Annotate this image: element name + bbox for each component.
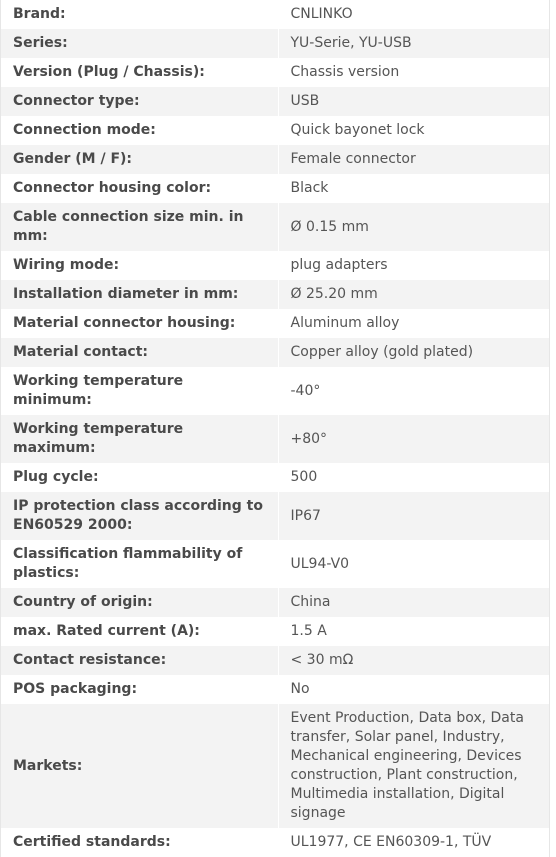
spec-row-ip-class (1, 492, 549, 540)
spec-value: No (278, 675, 549, 704)
spec-value: < 30 mΩ (278, 646, 549, 675)
spec-row-housing-material (1, 309, 549, 338)
spec-value: USB (278, 87, 549, 116)
spec-row-series (1, 29, 549, 58)
spec-value: UL94-V0 (278, 540, 549, 588)
spec-row-markets (1, 704, 549, 828)
spec-label: POS packaging: (1, 675, 278, 704)
spec-row-cable-size (1, 203, 549, 251)
spec-value: CNLINKO (278, 0, 549, 29)
spec-value: Copper alloy (gold plated) (278, 338, 549, 367)
spec-row-flammability (1, 540, 549, 588)
spec-row-pos-packaging (1, 675, 549, 704)
spec-value: IP67 (278, 492, 549, 540)
spec-value: plug adapters (278, 251, 549, 280)
spec-value: Chassis version (278, 58, 549, 87)
spec-row-temp-max (1, 415, 549, 463)
spec-row-installation-diameter (1, 280, 549, 309)
spec-row-wiring-mode (1, 251, 549, 280)
spec-label: Country of origin: (1, 588, 278, 617)
spec-label: Cable connection size min. in mm: (1, 203, 278, 251)
specifications-table (1, 0, 549, 857)
spec-row-housing-color (1, 174, 549, 203)
spec-row-version (1, 58, 549, 87)
spec-label: max. Rated current (A): (1, 617, 278, 646)
spec-value: +80° (278, 415, 549, 463)
spec-label: Contact resistance: (1, 646, 278, 675)
spec-value: Female connector (278, 145, 549, 174)
spec-label: Certified standards: (1, 828, 278, 857)
spec-label: Gender (M / F): (1, 145, 278, 174)
spec-label: Brand: (1, 0, 278, 29)
spec-label: Classification flammability of plastics: (1, 540, 278, 588)
spec-label: Working temperature maximum: (1, 415, 278, 463)
spec-value: -40° (278, 367, 549, 415)
spec-value: Black (278, 174, 549, 203)
spec-row-certified-standards (1, 828, 549, 857)
spec-row-country (1, 588, 549, 617)
spec-label: Connection mode: (1, 116, 278, 145)
spec-row-temp-min (1, 367, 549, 415)
spec-label: Installation diameter in mm: (1, 280, 278, 309)
spec-value: Event Production, Data box, Data transfer, Solar panel, Industry, Mechanical engineering, Devices construction, Plant construction, Multimedia installation, Digital signage (278, 704, 549, 828)
spec-value: 500 (278, 463, 549, 492)
spec-value: Aluminum alloy (278, 309, 549, 338)
spec-label: Working temperature minimum: (1, 367, 278, 415)
spec-row-connection-mode (1, 116, 549, 145)
spec-value: YU-Serie, YU-USB (278, 29, 549, 58)
spec-row-contact-resistance (1, 646, 549, 675)
specifications-table-body (1, 0, 549, 857)
spec-row-connector-type (1, 87, 549, 116)
spec-label: Markets: (1, 704, 278, 828)
spec-label: Material connector housing: (1, 309, 278, 338)
spec-value: Quick bayonet lock (278, 116, 549, 145)
spec-value: Ø 0.15 mm (278, 203, 549, 251)
spec-label: Wiring mode: (1, 251, 278, 280)
spec-row-brand (1, 0, 549, 29)
spec-label: Connector housing color: (1, 174, 278, 203)
spec-row-contact-material (1, 338, 549, 367)
spec-label: Version (Plug / Chassis): (1, 58, 278, 87)
spec-row-plug-cycle (1, 463, 549, 492)
spec-row-rated-current (1, 617, 549, 646)
spec-value: 1.5 A (278, 617, 549, 646)
spec-value: China (278, 588, 549, 617)
spec-label: Connector type: (1, 87, 278, 116)
spec-label: Plug cycle: (1, 463, 278, 492)
spec-label: IP protection class according to EN60529 2000: (1, 492, 278, 540)
spec-value: Ø 25.20 mm (278, 280, 549, 309)
spec-label: Series: (1, 29, 278, 58)
spec-value: UL1977, CE EN60309-1, TÜV (278, 828, 549, 857)
spec-row-gender (1, 145, 549, 174)
spec-label: Material contact: (1, 338, 278, 367)
